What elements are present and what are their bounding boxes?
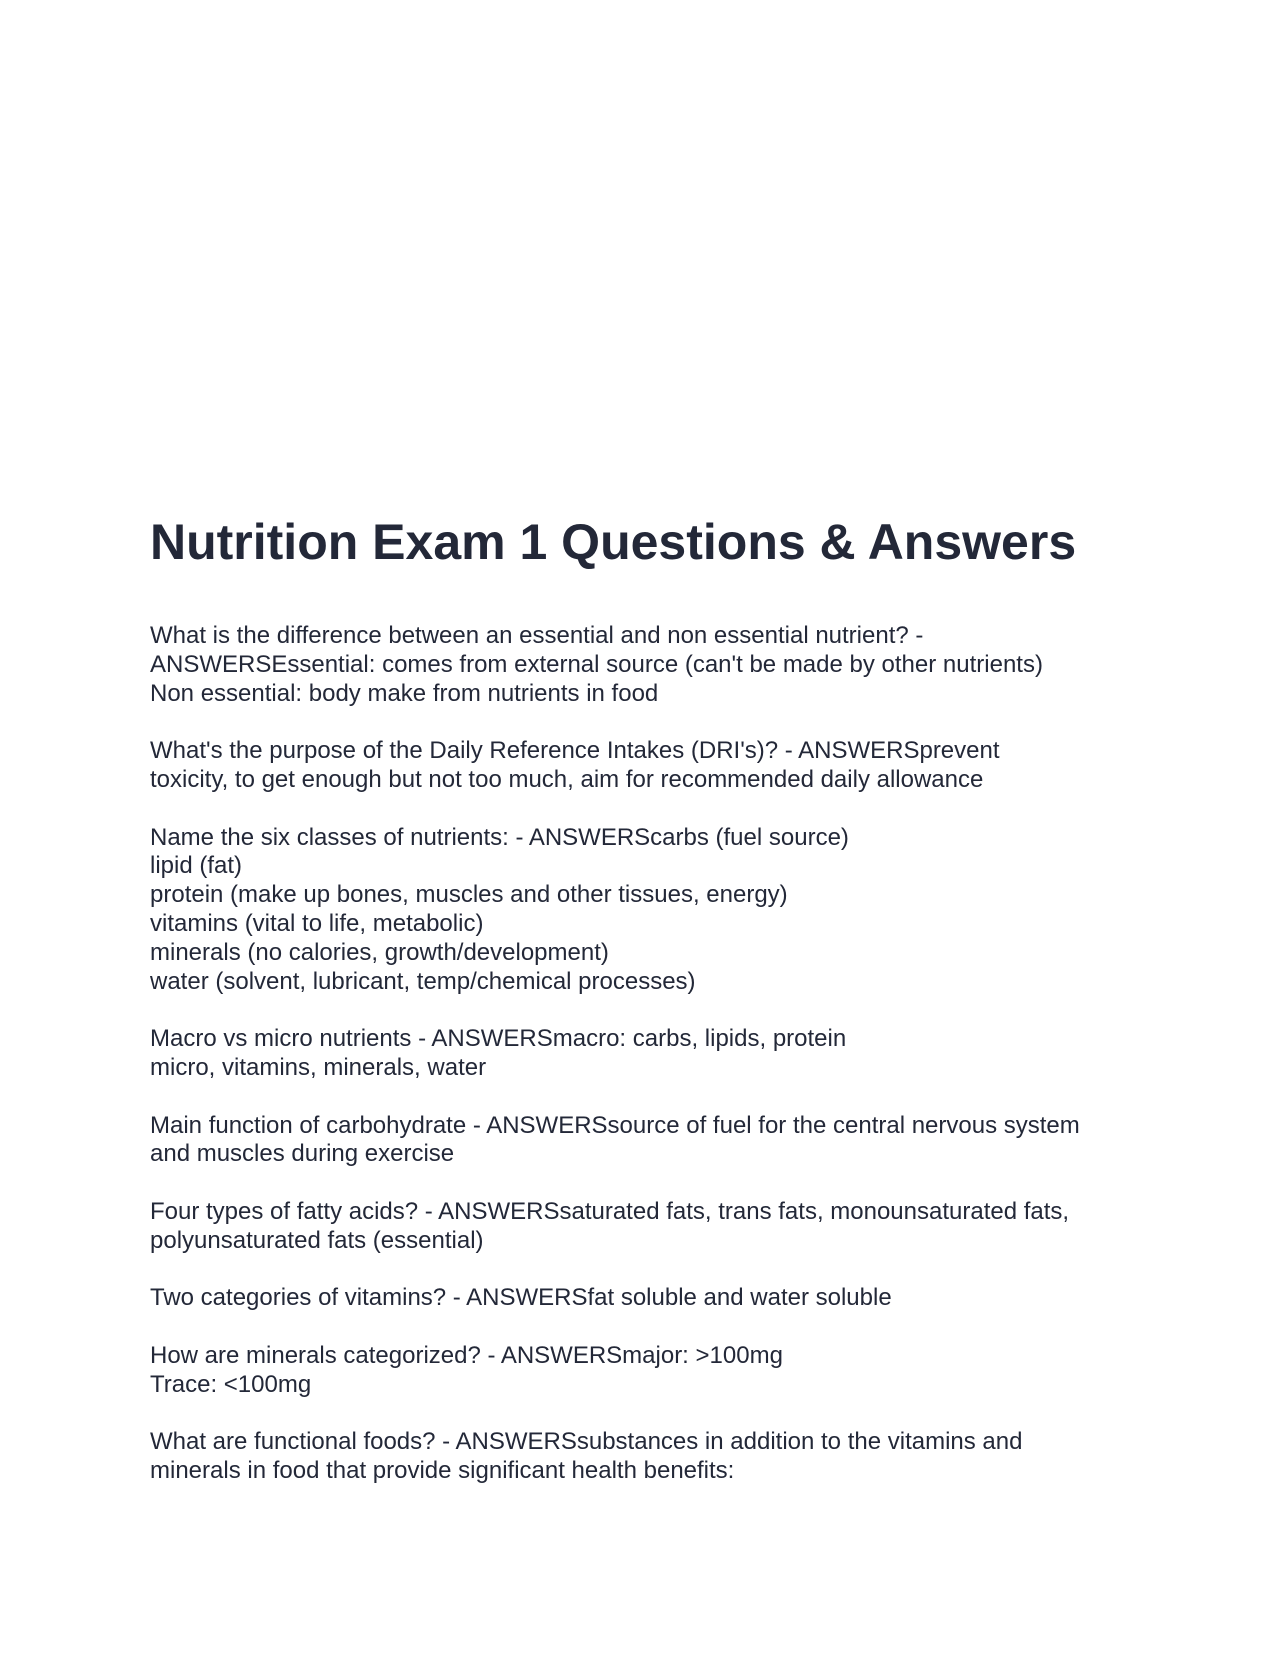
qa-text-line: toxicity, to get enough but not too much, aim for recommended daily allowance: [150, 765, 984, 793]
qa-item-6: [150, 1198, 1150, 1256]
qa-text-line: Four types of fatty acids? - ANSWERSsaturated fats, trans fats, monounsaturated fats,: [150, 1197, 1070, 1225]
qa-item-2: [150, 737, 1150, 795]
qa-text-line: Trace: <100mg: [150, 1370, 312, 1398]
qa-text-line: vitamins (vital to life, metabolic): [150, 909, 484, 937]
qa-text-line: Two categories of vitamins? - ANSWERSfat soluble and water soluble: [150, 1284, 892, 1312]
qa-text-line: What are functional foods? - ANSWERSsubstances in addition to the vitamins and: [150, 1428, 1023, 1456]
qa-text-line: Non essential: body make from nutrients in food: [150, 679, 659, 707]
qa-item-3: [150, 824, 1150, 997]
qa-item-5: [150, 1112, 1150, 1170]
qa-text-line: ANSWERSEssential: comes from external source (can't be made by other nutrients): [150, 650, 1043, 678]
page-title: Nutrition Exam 1 Questions & Answers: [150, 514, 1077, 570]
qa-item-7: [150, 1284, 1150, 1313]
qa-text-line: Main function of carbohydrate - ANSWERSsource of fuel for the central nervous system: [150, 1111, 1080, 1139]
qa-item-9: [150, 1428, 1150, 1486]
qa-item-4: [150, 1025, 1150, 1083]
qa-text-line: Name the six classes of nutrients: - ANSWERScarbs (fuel source): [150, 823, 849, 851]
qa-item-8: [150, 1342, 1150, 1400]
qa-text-line: Macro vs micro nutrients - ANSWERSmacro: carbs, lipids, protein: [150, 1025, 847, 1053]
qa-text-line: polyunsaturated fats (essential): [150, 1226, 484, 1254]
qa-text-line: How are minerals categorized? - ANSWERSmajor: >100mg: [150, 1341, 783, 1369]
qa-text-line: protein (make up bones, muscles and other tissues, energy): [150, 881, 788, 909]
qa-text-line: and muscles during exercise: [150, 1140, 455, 1168]
qa-text-line: minerals in food that provide significant health benefits:: [150, 1457, 735, 1485]
qa-text-line: micro, vitamins, minerals, water: [150, 1053, 487, 1081]
qa-text-line: What is the difference between an essential and non essential nutrient? -: [150, 622, 924, 649]
qa-list: [150, 622, 1150, 1515]
qa-text-line: minerals (no calories, growth/development): [150, 938, 609, 966]
qa-text-line: What's the purpose of the Daily Reference Intakes (DRI's)? - ANSWERSprevent: [150, 737, 1000, 765]
qa-text-line: water (solvent, lubricant, temp/chemical processes): [150, 967, 696, 995]
qa-text-line: lipid (fat): [150, 852, 243, 880]
qa-item-1: [150, 622, 1150, 708]
